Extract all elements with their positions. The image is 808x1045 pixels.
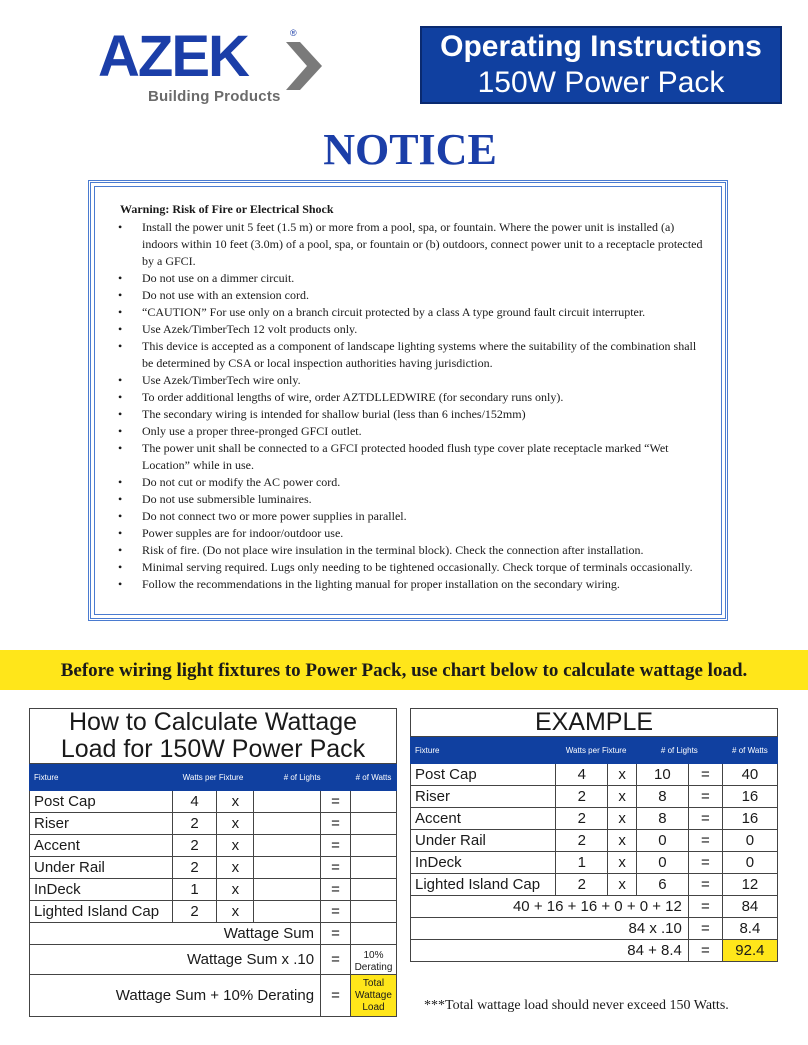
table-row: Post Cap 4 x = (30, 791, 397, 813)
logo-subtitle: Building Products (148, 88, 281, 105)
example-title: EXAMPLE (411, 709, 778, 737)
warning-item: • Do not use with an extension cord. (100, 287, 706, 304)
warning-item: • Use Azek/TimberTech 12 volt products only. (100, 321, 706, 338)
col-header-fixture: Fixture (411, 737, 556, 764)
lights-input-cell[interactable] (254, 857, 321, 879)
watts-input-cell[interactable] (350, 835, 396, 857)
header-box (420, 26, 782, 104)
notice-title: NOTICE (323, 125, 497, 174)
watts-input-cell[interactable] (350, 791, 396, 813)
example-sum-row: 40 + 16 + 16 + 0 + 0 + 12 = 84 (411, 896, 778, 918)
table-row: InDeck 1 x = (30, 879, 397, 901)
footnote: ***Total wattage load should never exceed 150 Watts. (424, 998, 729, 1013)
warning-item: • Minimal serving required. Lugs only needing to be tightened occasionally. Check torque of terminals occasionally. (100, 559, 706, 576)
lights-input-cell[interactable] (254, 879, 321, 901)
warning-item: • Risk of fire. (Do not place wire insulation in the terminal block). Check the connection after installation. (100, 542, 706, 559)
lights-input-cell[interactable] (254, 813, 321, 835)
warning-list (100, 219, 706, 593)
example-derating-row: 84 x .10 = 8.4 (411, 918, 778, 940)
table-row: Riser 2 x = (30, 813, 397, 835)
col-header-lights: # of Lights (254, 764, 351, 791)
watts-input-cell[interactable] (350, 857, 396, 879)
sum-input-cell[interactable] (350, 923, 396, 945)
table-row: InDeck 1 x 0 = 0 (411, 852, 778, 874)
watts-input-cell[interactable] (350, 879, 396, 901)
lights-input-cell[interactable] (254, 901, 321, 923)
derating-row: Wattage Sum x .10 = 10% Derating (30, 945, 397, 975)
table-row: Lighted Island Cap 2 x 6 = 12 (411, 874, 778, 896)
watts-input-cell[interactable] (350, 813, 396, 835)
logo-wordmark: AZEK (98, 24, 248, 89)
warning-item: • The secondary wiring is intended for shallow burial (less than 6 inches/152mm) (100, 406, 706, 423)
example-table (410, 708, 778, 962)
col-header-total: # of Watts (722, 737, 777, 764)
lights-input-cell[interactable] (254, 791, 321, 813)
banner-text: Before wiring light fixtures to Power Pack, use chart below to calculate wattage load. (60, 660, 748, 681)
table-row: Under Rail 2 x 0 = 0 (411, 830, 778, 852)
example-total-value: 92.4 (722, 940, 777, 962)
warning-item: • The power unit shall be connected to a GFCI protected hooded flush type cover plate receptacle marked “Wet Location” while in use. (100, 440, 706, 474)
warning-item: • Use Azek/TimberTech wire only. (100, 372, 706, 389)
col-header-watts: Watts per Fixture (172, 764, 254, 791)
example-total-row: 84 + 8.4 = 92.4 (411, 940, 778, 962)
derating-note: 10% Derating (350, 945, 396, 975)
sum-row: Wattage Sum = (30, 923, 397, 945)
total-note: Total Wattage Load (350, 975, 396, 1017)
table-row: Post Cap 4 x 10 = 40 (411, 764, 778, 786)
warning-item: • Do not connect two or more power supplies in parallel. (100, 508, 706, 525)
table-row: Under Rail 2 x = (30, 857, 397, 879)
logo-registered-mark: ® (290, 28, 297, 38)
warning-heading: Warning: Risk of Fire or Electrical Shock (120, 202, 334, 216)
table-row: Accent 2 x 8 = 16 (411, 808, 778, 830)
lights-input-cell[interactable] (254, 835, 321, 857)
logo-chevron-icon (286, 42, 322, 90)
table-row: Riser 2 x 8 = 16 (411, 786, 778, 808)
header-subtitle: 150W Power Pack (477, 66, 725, 99)
warning-item: • This device is accepted as a component of landscape lighting systems where the suitability of the combination shall be determined by CSA or local inspection authorities having jurisdiction. (100, 338, 706, 372)
warning-item: • Do not cut or modify the AC power cord. (100, 474, 706, 491)
total-row: Wattage Sum + 10% Derating = Total Wattage Load (30, 975, 397, 1017)
warning-item: • Only use a proper three-pronged GFCI outlet. (100, 423, 706, 440)
warning-item: • Power supples are for indoor/outdoor use. (100, 525, 706, 542)
warning-item: • To order additional lengths of wire, order AZTDLLEDWIRE (for secondary runs only). (100, 389, 706, 406)
watts-input-cell[interactable] (350, 901, 396, 923)
col-header-lights: # of Lights (636, 737, 722, 764)
table-row: Lighted Island Cap 2 x = (30, 901, 397, 923)
warning-item: • Do not use submersible luminaires. (100, 491, 706, 508)
col-header-fixture: Fixture (30, 764, 173, 791)
wattage-banner (0, 650, 808, 690)
warning-item: • Do not use on a dimmer circuit. (100, 270, 706, 287)
warning-item: • Install the power unit 5 feet (1.5 m) or more from a pool, spa, or fountain. Where the power unit is installed (a) indoors within 10 feet (3.0m) of a pool, spa, or fountain or (b) outdoors, connect power unit to a receptacle protected by a GFCI. (100, 219, 706, 270)
calc-table (29, 708, 397, 1017)
warning-item: • Follow the recommendations in the lighting manual for proper installation on the secondary wiring. (100, 576, 706, 593)
calc-table-title: How to Calculate Wattage Load for 150W Power Pack (30, 709, 397, 764)
warning-item: • “CAUTION” For use only on a branch circuit protected by a class A type ground fault circuit interrupter. (100, 304, 706, 321)
table-row: Accent 2 x = (30, 835, 397, 857)
col-header-watts: Watts per Fixture (556, 737, 637, 764)
header-title: Operating Instructions (440, 30, 762, 63)
col-header-total: # of Watts (350, 764, 396, 791)
